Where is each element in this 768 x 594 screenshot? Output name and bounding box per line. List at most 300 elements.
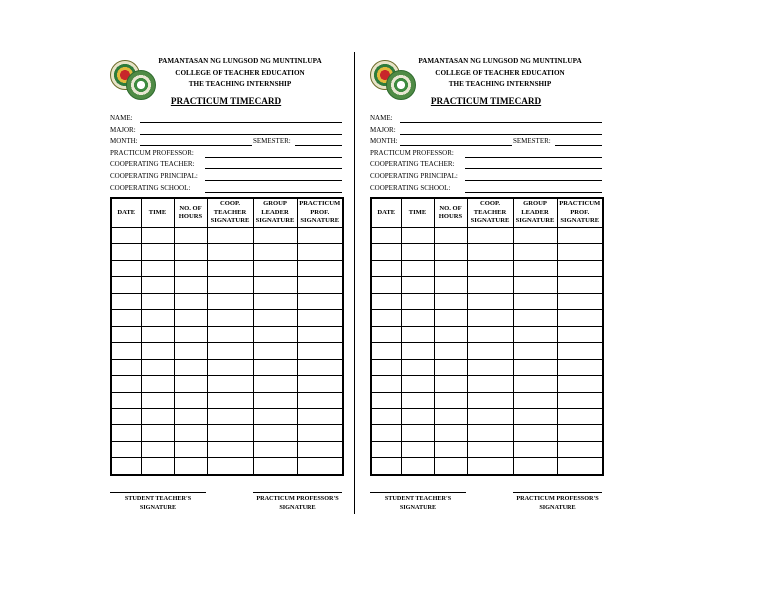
table-cell[interactable] (434, 458, 467, 475)
table-cell[interactable] (141, 277, 174, 293)
table-cell[interactable] (434, 376, 467, 392)
month-field[interactable] (400, 145, 512, 146)
table-cell[interactable] (253, 310, 297, 326)
cooperating-teacher-field[interactable] (205, 168, 342, 169)
table-cell[interactable] (207, 277, 253, 293)
table-cell[interactable] (174, 244, 207, 260)
table-row (371, 458, 603, 475)
student-signature-caption (110, 494, 206, 512)
table-cell[interactable] (434, 260, 467, 276)
table-cell[interactable] (141, 392, 174, 408)
table-cell[interactable] (401, 260, 434, 276)
table-cell[interactable] (297, 359, 343, 375)
university-name: PAMANTASAN NG LUNGSOD NG MUNTINLUPA (158, 57, 322, 65)
table-cell[interactable] (111, 260, 141, 276)
table-cell[interactable] (401, 376, 434, 392)
table-cell[interactable] (513, 228, 557, 244)
table-cell[interactable] (401, 408, 434, 424)
table-row (371, 343, 603, 359)
table-cell[interactable] (513, 277, 557, 293)
table-cell[interactable] (513, 441, 557, 457)
program-name: THE TEACHING INTERNSHIP (448, 80, 552, 88)
column-header-text: NO. OF (439, 204, 462, 212)
table-cell[interactable] (207, 228, 253, 244)
column-header-text: PROF. (570, 208, 590, 216)
table-header-row (371, 198, 603, 228)
name-field[interactable] (400, 122, 602, 123)
table-cell[interactable] (174, 408, 207, 424)
table-cell[interactable] (207, 343, 253, 359)
table-row (111, 441, 343, 457)
table-cell[interactable] (371, 359, 401, 375)
column-header-text: TEACHER (213, 208, 247, 216)
table-cell[interactable] (371, 408, 401, 424)
table-cell[interactable] (111, 277, 141, 293)
table-cell[interactable] (371, 228, 401, 244)
table-cell[interactable] (174, 277, 207, 293)
table-cell[interactable] (253, 293, 297, 309)
timecard-table (370, 197, 604, 476)
table-cell[interactable] (371, 244, 401, 260)
table-cell[interactable] (557, 293, 603, 309)
table-cell[interactable] (111, 376, 141, 392)
table-cell[interactable] (371, 458, 401, 475)
table-cell[interactable] (513, 359, 557, 375)
column-header-text: SIGNATURE (560, 217, 600, 225)
table-row (371, 310, 603, 326)
table-cell[interactable] (467, 343, 513, 359)
semester-label: SEMESTER: (253, 137, 291, 145)
table-cell[interactable] (174, 392, 207, 408)
table-cell[interactable] (207, 260, 253, 276)
card-title: PRACTICUM TIMECARD (430, 96, 542, 106)
column-header (467, 198, 513, 228)
table-cell[interactable] (141, 441, 174, 457)
table-cell[interactable] (141, 310, 174, 326)
column-header-text: SIGNATURE (255, 217, 295, 225)
timecard-right (370, 0, 602, 594)
table-cell[interactable] (557, 441, 603, 457)
column-header-text: TIME (408, 208, 427, 216)
table-cell[interactable] (253, 277, 297, 293)
table-cell[interactable] (467, 310, 513, 326)
column-header (401, 198, 434, 228)
table-body (371, 228, 603, 476)
table-cell[interactable] (371, 343, 401, 359)
cooperating-principal-field[interactable] (465, 180, 602, 181)
professor-signature-caption (248, 494, 347, 512)
table-row (111, 228, 343, 244)
table-row (111, 293, 343, 309)
professor-signature-caption (508, 494, 607, 512)
table-cell[interactable] (141, 228, 174, 244)
table-cell[interactable] (434, 408, 467, 424)
table-cell[interactable] (297, 392, 343, 408)
table-row (371, 244, 603, 260)
table-cell[interactable] (401, 326, 434, 342)
table-cell[interactable] (401, 244, 434, 260)
table-cell[interactable] (467, 228, 513, 244)
column-header (111, 198, 141, 228)
table-cell[interactable] (467, 326, 513, 342)
name-field[interactable] (140, 122, 342, 123)
table-cell[interactable] (467, 425, 513, 441)
table-cell[interactable] (513, 458, 557, 475)
column-header (174, 198, 207, 228)
cooperating-school-label: COOPERATING SCHOOL: (370, 184, 451, 192)
table-cell[interactable] (207, 458, 253, 475)
table-cell[interactable] (297, 228, 343, 244)
table-cell[interactable] (174, 310, 207, 326)
student-signature-line[interactable] (110, 492, 206, 493)
table-cell[interactable] (434, 425, 467, 441)
table-cell[interactable] (401, 277, 434, 293)
table-cell[interactable] (111, 293, 141, 309)
column-header-text: TIME (148, 208, 167, 216)
table-row (371, 359, 603, 375)
table-cell[interactable] (253, 359, 297, 375)
column-header (434, 198, 467, 228)
table-cell[interactable] (253, 326, 297, 342)
table-cell[interactable] (467, 376, 513, 392)
column-header-text: PRACTICUM (559, 200, 601, 208)
college-name: COLLEGE OF TEACHER EDUCATION (435, 69, 565, 77)
column-header-text: SIGNATURE (300, 217, 340, 225)
table-cell[interactable] (297, 277, 343, 293)
table-cell[interactable] (174, 458, 207, 475)
table-cell[interactable] (297, 244, 343, 260)
table-cell[interactable] (207, 376, 253, 392)
major-label: MAJOR: (370, 126, 396, 134)
table-cell[interactable] (207, 425, 253, 441)
table-cell[interactable] (111, 441, 141, 457)
table-cell[interactable] (557, 343, 603, 359)
table-row (371, 326, 603, 342)
table-cell[interactable] (297, 408, 343, 424)
table-cell[interactable] (371, 376, 401, 392)
practicum-professor-field[interactable] (465, 157, 602, 158)
table-cell[interactable] (557, 326, 603, 342)
table-cell[interactable] (141, 343, 174, 359)
table-row (111, 310, 343, 326)
table-cell[interactable] (111, 310, 141, 326)
table-cell[interactable] (174, 359, 207, 375)
table-cell[interactable] (557, 244, 603, 260)
table-cell[interactable] (141, 376, 174, 392)
card-title: PRACTICUM TIMECARD (170, 96, 282, 106)
table-cell[interactable] (434, 392, 467, 408)
table-cell[interactable] (513, 392, 557, 408)
professor-signature-line[interactable] (253, 492, 342, 493)
table-cell[interactable] (401, 458, 434, 475)
table-cell[interactable] (371, 392, 401, 408)
table-cell[interactable] (371, 441, 401, 457)
cooperating-principal-field[interactable] (205, 180, 342, 181)
table-cell[interactable] (371, 310, 401, 326)
table-cell[interactable] (434, 293, 467, 309)
table-cell[interactable] (557, 310, 603, 326)
table-cell[interactable] (111, 244, 141, 260)
table-cell[interactable] (557, 277, 603, 293)
table-cell[interactable] (141, 359, 174, 375)
major-field[interactable] (140, 134, 342, 135)
table-cell[interactable] (513, 293, 557, 309)
table-cell[interactable] (253, 376, 297, 392)
cooperating-teacher-label: COOPERATING TEACHER: (370, 160, 455, 168)
professor-signature-caption-line1: PRACTICUM PROFESSOR'S (516, 495, 599, 502)
table-cell[interactable] (207, 310, 253, 326)
table-cell[interactable] (174, 228, 207, 244)
table-body (111, 228, 343, 476)
table-cell[interactable] (174, 260, 207, 276)
semester-field[interactable] (555, 145, 602, 146)
column-header-text: GROUP (523, 200, 547, 208)
table-cell[interactable] (297, 260, 343, 276)
timecard-left (110, 0, 342, 594)
university-name: PAMANTASAN NG LUNGSOD NG MUNTINLUPA (418, 57, 582, 65)
table-cell[interactable] (207, 408, 253, 424)
column-header (253, 198, 297, 228)
semester-field[interactable] (295, 145, 342, 146)
student-signature-caption-line2: SIGNATURE (139, 504, 177, 511)
student-signature-caption-line1: STUDENT TEACHER'S (124, 495, 192, 502)
column-header (371, 198, 401, 228)
table-cell[interactable] (434, 228, 467, 244)
table-cell[interactable] (557, 392, 603, 408)
table-cell[interactable] (401, 343, 434, 359)
column-header-text: NO. OF (179, 204, 202, 212)
column-header-text: TEACHER (473, 208, 507, 216)
table-cell[interactable] (513, 244, 557, 260)
table-cell[interactable] (401, 425, 434, 441)
table-cell[interactable] (141, 458, 174, 475)
table-cell[interactable] (557, 408, 603, 424)
table-cell[interactable] (297, 441, 343, 457)
table-row (111, 343, 343, 359)
table-cell[interactable] (174, 326, 207, 342)
practicum-professor-field[interactable] (205, 157, 342, 158)
month-label: MONTH: (110, 137, 138, 145)
timecard-table (110, 197, 344, 476)
column-header-text: SIGNATURE (470, 217, 510, 225)
table-cell[interactable] (434, 244, 467, 260)
cooperating-teacher-label: COOPERATING TEACHER: (110, 160, 195, 168)
table-cell[interactable] (401, 310, 434, 326)
table-cell[interactable] (207, 392, 253, 408)
table-row (111, 326, 343, 342)
table-cell[interactable] (141, 244, 174, 260)
column-header-text: LEADER (521, 208, 549, 216)
table-cell[interactable] (253, 458, 297, 475)
table-cell[interactable] (207, 441, 253, 457)
table-cell[interactable] (557, 359, 603, 375)
table-cell[interactable] (467, 458, 513, 475)
table-cell[interactable] (297, 326, 343, 342)
table-cell[interactable] (513, 326, 557, 342)
column-header-text: HOURS (438, 213, 463, 220)
table-header-row (111, 198, 343, 228)
table-cell[interactable] (371, 293, 401, 309)
table-cell[interactable] (434, 441, 467, 457)
table-cell[interactable] (111, 392, 141, 408)
major-field[interactable] (400, 134, 602, 135)
table-cell[interactable] (434, 359, 467, 375)
table-cell[interactable] (557, 260, 603, 276)
column-header-text: SIGNATURE (515, 217, 555, 225)
table-cell[interactable] (141, 260, 174, 276)
semester-label: SEMESTER: (513, 137, 551, 145)
table-cell[interactable] (141, 293, 174, 309)
table-cell[interactable] (174, 425, 207, 441)
table-cell[interactable] (297, 425, 343, 441)
table-row (371, 293, 603, 309)
table-cell[interactable] (207, 359, 253, 375)
table-cell[interactable] (297, 343, 343, 359)
student-signature-caption (370, 494, 466, 512)
column-header (207, 198, 253, 228)
column-header-text: PROF. (310, 208, 330, 216)
cooperating-school-field[interactable] (465, 192, 602, 193)
table-cell[interactable] (207, 293, 253, 309)
program-name: THE TEACHING INTERNSHIP (188, 80, 292, 88)
table-row (111, 277, 343, 293)
table-cell[interactable] (401, 228, 434, 244)
table-cell[interactable] (141, 408, 174, 424)
table-row (111, 425, 343, 441)
cooperating-teacher-field[interactable] (465, 168, 602, 169)
month-field[interactable] (140, 145, 252, 146)
card-header (370, 56, 602, 112)
table-cell[interactable] (434, 277, 467, 293)
table-cell[interactable] (513, 260, 557, 276)
table-cell[interactable] (174, 293, 207, 309)
table-cell[interactable] (111, 326, 141, 342)
professor-signature-caption-line2: SIGNATURE (539, 504, 576, 511)
table-cell[interactable] (557, 425, 603, 441)
table-cell[interactable] (371, 425, 401, 441)
table-cell[interactable] (253, 392, 297, 408)
divider (354, 52, 355, 514)
table-cell[interactable] (467, 408, 513, 424)
table-cell[interactable] (111, 228, 141, 244)
practicum-professor-label: PRACTICUM PROFESSOR: (110, 149, 194, 157)
name-label: NAME: (110, 114, 133, 122)
cooperating-principal-label: COOPERATING PRINCIPAL: (370, 172, 458, 180)
table-cell[interactable] (111, 458, 141, 475)
table-cell[interactable] (174, 376, 207, 392)
table-cell[interactable] (401, 293, 434, 309)
table-cell[interactable] (297, 293, 343, 309)
table-cell[interactable] (253, 244, 297, 260)
table-cell[interactable] (174, 441, 207, 457)
table-cell[interactable] (513, 408, 557, 424)
table-cell[interactable] (467, 244, 513, 260)
table-cell[interactable] (371, 260, 401, 276)
table-cell[interactable] (297, 458, 343, 475)
table-cell[interactable] (434, 326, 467, 342)
professor-signature-caption-line1: PRACTICUM PROFESSOR'S (256, 495, 339, 502)
table-cell[interactable] (371, 277, 401, 293)
column-header (513, 198, 557, 228)
table-cell[interactable] (141, 326, 174, 342)
table-cell[interactable] (513, 343, 557, 359)
column-header-text: SIGNATURE (210, 217, 250, 225)
table-row (371, 228, 603, 244)
table-cell[interactable] (467, 392, 513, 408)
table-cell[interactable] (253, 441, 297, 457)
table-row (111, 260, 343, 276)
table-cell[interactable] (557, 228, 603, 244)
name-label: NAME: (370, 114, 393, 122)
table-cell[interactable] (111, 425, 141, 441)
table-cell[interactable] (401, 359, 434, 375)
table-cell[interactable] (297, 376, 343, 392)
table-row (111, 458, 343, 475)
column-header-text: DATE (117, 208, 136, 216)
table-cell[interactable] (207, 326, 253, 342)
table-cell[interactable] (513, 425, 557, 441)
table-cell[interactable] (297, 310, 343, 326)
table-row (111, 359, 343, 375)
table-cell[interactable] (401, 392, 434, 408)
table-cell[interactable] (111, 408, 141, 424)
table-cell[interactable] (141, 425, 174, 441)
table-row (371, 376, 603, 392)
student-signature-caption-line1: STUDENT TEACHER'S (384, 495, 452, 502)
practicum-professor-label: PRACTICUM PROFESSOR: (370, 149, 454, 157)
table-cell[interactable] (401, 441, 434, 457)
professor-signature-line[interactable] (513, 492, 602, 493)
table-cell[interactable] (253, 425, 297, 441)
table-cell[interactable] (467, 260, 513, 276)
table-cell[interactable] (467, 293, 513, 309)
table-row (111, 408, 343, 424)
table-row (111, 244, 343, 260)
table-row (371, 408, 603, 424)
column-header-text: HOURS (178, 213, 203, 220)
cooperating-school-field[interactable] (205, 192, 342, 193)
table-cell[interactable] (111, 343, 141, 359)
table-cell[interactable] (557, 376, 603, 392)
table-row (371, 392, 603, 408)
student-signature-line[interactable] (370, 492, 466, 493)
column-header (297, 198, 343, 228)
table-cell[interactable] (434, 310, 467, 326)
table-cell[interactable] (253, 408, 297, 424)
table-cell[interactable] (513, 310, 557, 326)
table-cell[interactable] (513, 376, 557, 392)
table-cell[interactable] (207, 244, 253, 260)
table-cell[interactable] (253, 228, 297, 244)
cooperating-school-label: COOPERATING SCHOOL: (110, 184, 191, 192)
table-row (371, 260, 603, 276)
table-cell[interactable] (253, 343, 297, 359)
table-cell[interactable] (557, 458, 603, 475)
table-cell[interactable] (467, 359, 513, 375)
table-cell[interactable] (371, 326, 401, 342)
table-cell[interactable] (434, 343, 467, 359)
table-cell[interactable] (253, 260, 297, 276)
table-cell[interactable] (467, 277, 513, 293)
table-row (371, 277, 603, 293)
table-row (371, 425, 603, 441)
table-row (111, 392, 343, 408)
table-cell[interactable] (174, 343, 207, 359)
table-cell[interactable] (111, 359, 141, 375)
column-header-text: GROUP (263, 200, 287, 208)
table-cell[interactable] (467, 441, 513, 457)
column-header-text: PRACTICUM (299, 200, 341, 208)
